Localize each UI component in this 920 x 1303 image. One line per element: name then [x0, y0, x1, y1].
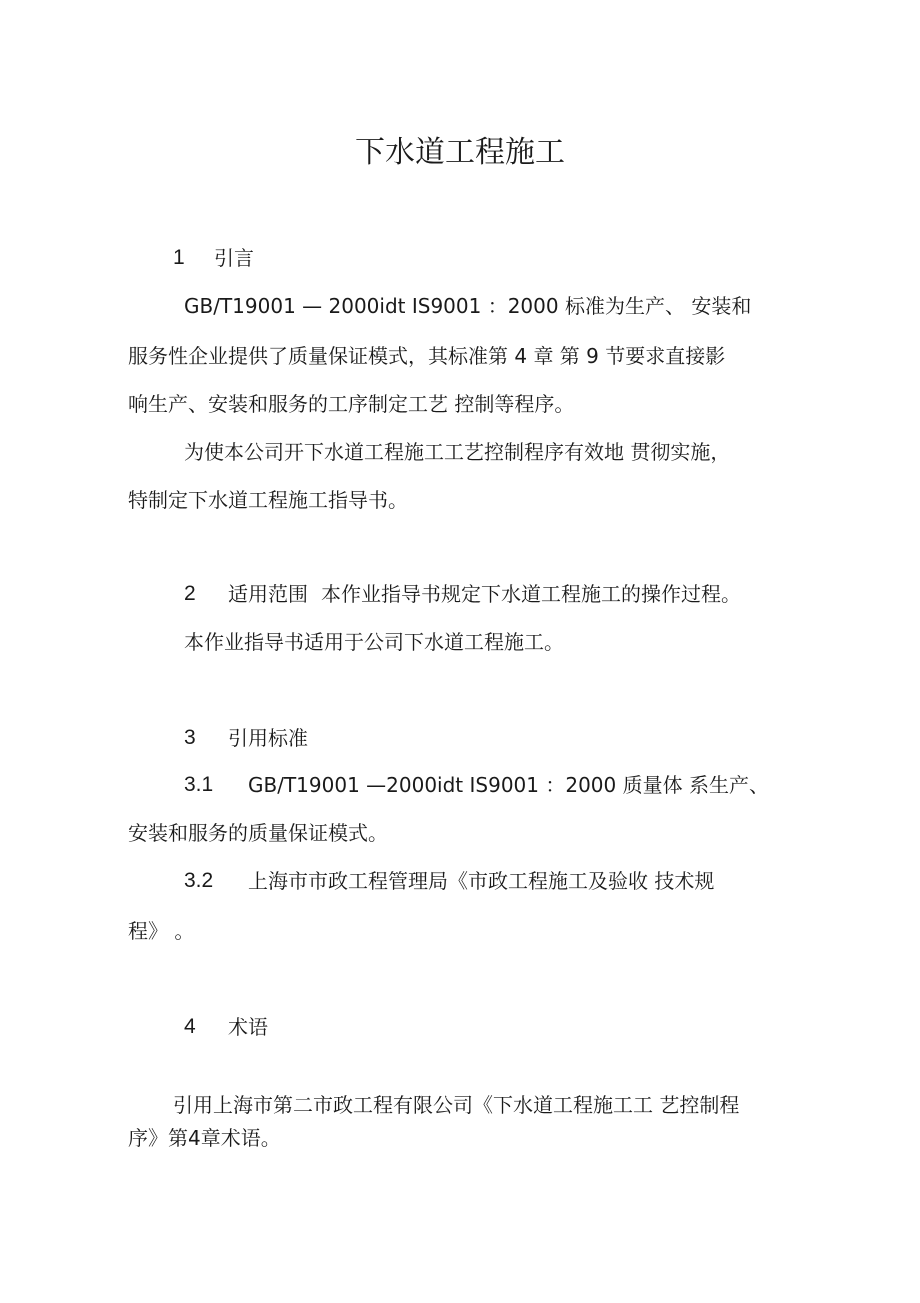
section-2-inline-text: 本作业指导书规定下水道工程施工的操作过程。	[321, 582, 741, 606]
section-1-para-2-line-2: 特制定下水道工程施工指导书。	[128, 488, 408, 512]
subsection-3-2-number: 3.2	[184, 869, 214, 892]
section-4-para-1-line-2: 序》第4章术语。	[128, 1126, 281, 1150]
section-1-para-1-line-1: GB/T19001 — 2000idt IS9001 ：2000 标准为生产、 安装和	[184, 294, 752, 318]
section-1-para-1-line-2: 服务性企业提供了质量保证模式，其标准第 4 章 第 9 节要求直接影	[128, 344, 726, 368]
section-4-heading: 术语	[228, 1015, 268, 1039]
subsection-3-1-line-2: 安装和服务的质量保证模式。	[128, 821, 388, 845]
section-4-number: 4	[184, 1015, 196, 1038]
section-2-number: 2	[184, 582, 196, 605]
section-3-number: 3	[184, 726, 196, 749]
section-2-heading: 适用范围	[228, 582, 308, 606]
subsection-3-1-line-1: GB/T19001 —2000idt IS9001 ：2000 质量体 系生产、	[248, 773, 769, 797]
section-4-para-1-line-1: 引用上海市第二市政工程有限公司《下水道工程施工工 艺控制程	[173, 1093, 740, 1117]
document-title: 下水道工程施工	[355, 135, 565, 170]
section-1-para-1-line-3: 响生产、安装和服务的工序制定工艺 控制等程序。	[128, 392, 575, 416]
subsection-3-2-line-1: 上海市市政工程管理局《市政工程施工及验收 技术规	[248, 869, 715, 893]
section-1-para-2-line-1: 为使本公司开下水道工程施工工艺控制程序有效地 贯彻实施，	[184, 440, 731, 464]
subsection-3-1-number: 3.1	[184, 773, 214, 796]
subsection-3-2-line-2: 程》 。	[128, 919, 195, 943]
section-1-heading: 引言	[214, 246, 254, 270]
section-3-heading: 引用标准	[228, 726, 308, 750]
section-2-para-1: 本作业指导书适用于公司下水道工程施工。	[184, 630, 564, 654]
section-1-number: 1	[173, 246, 185, 269]
